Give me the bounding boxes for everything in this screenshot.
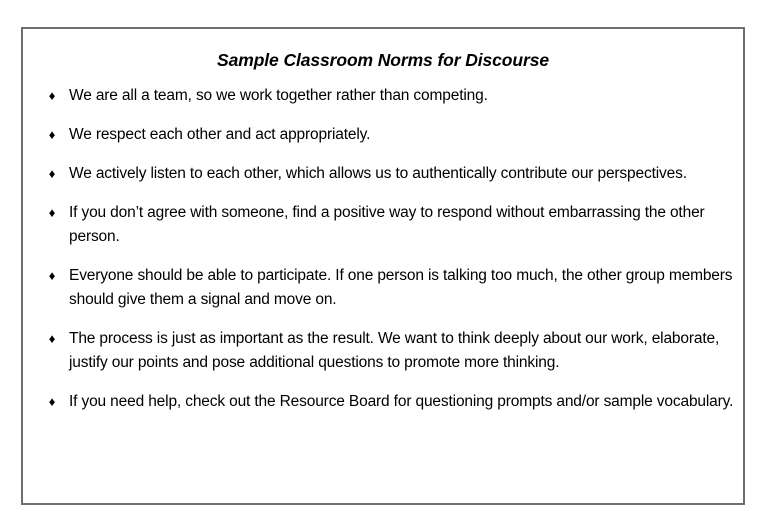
diamond-bullet-icon: ♦	[48, 88, 56, 103]
list-item	[23, 84, 743, 108]
classroom-norms-card	[21, 27, 745, 505]
list-item-text: Everyone should be able to participate. If one person is talking too much, the other group members should give them a signal and move on.	[69, 267, 733, 308]
list-item	[23, 162, 743, 186]
diamond-bullet-icon: ♦	[48, 394, 56, 409]
list-item-text: The process is just as important as the result. We want to think deeply about our work, elaborate, justify our points and pose additional questions to promote more thinking.	[69, 330, 720, 371]
list-item-text: We actively listen to each other, which allows us to authentically contribute our perspectives.	[69, 165, 687, 182]
list-item	[23, 390, 743, 414]
diamond-bullet-icon: ♦	[48, 331, 56, 346]
diamond-bullet-icon: ♦	[48, 268, 56, 283]
card-title: Sample Classroom Norms for Discourse	[217, 50, 549, 70]
diamond-bullet-icon: ♦	[48, 166, 56, 181]
norms-list	[23, 84, 743, 414]
list-item-text: If you need help, check out the Resource Board for questioning prompts and/or sample vocabulary.	[69, 393, 734, 410]
diamond-bullet-icon: ♦	[48, 127, 56, 142]
list-item	[23, 123, 743, 147]
list-item	[23, 327, 743, 375]
list-item-text: If you don’t agree with someone, find a positive way to respond without embarrassing the other person.	[69, 204, 705, 245]
list-item	[23, 264, 743, 312]
list-item-text: We are all a team, so we work together rather than competing.	[69, 87, 488, 104]
list-item-text: We respect each other and act appropriately.	[69, 126, 371, 143]
diamond-bullet-icon: ♦	[48, 205, 56, 220]
list-item	[23, 201, 743, 249]
